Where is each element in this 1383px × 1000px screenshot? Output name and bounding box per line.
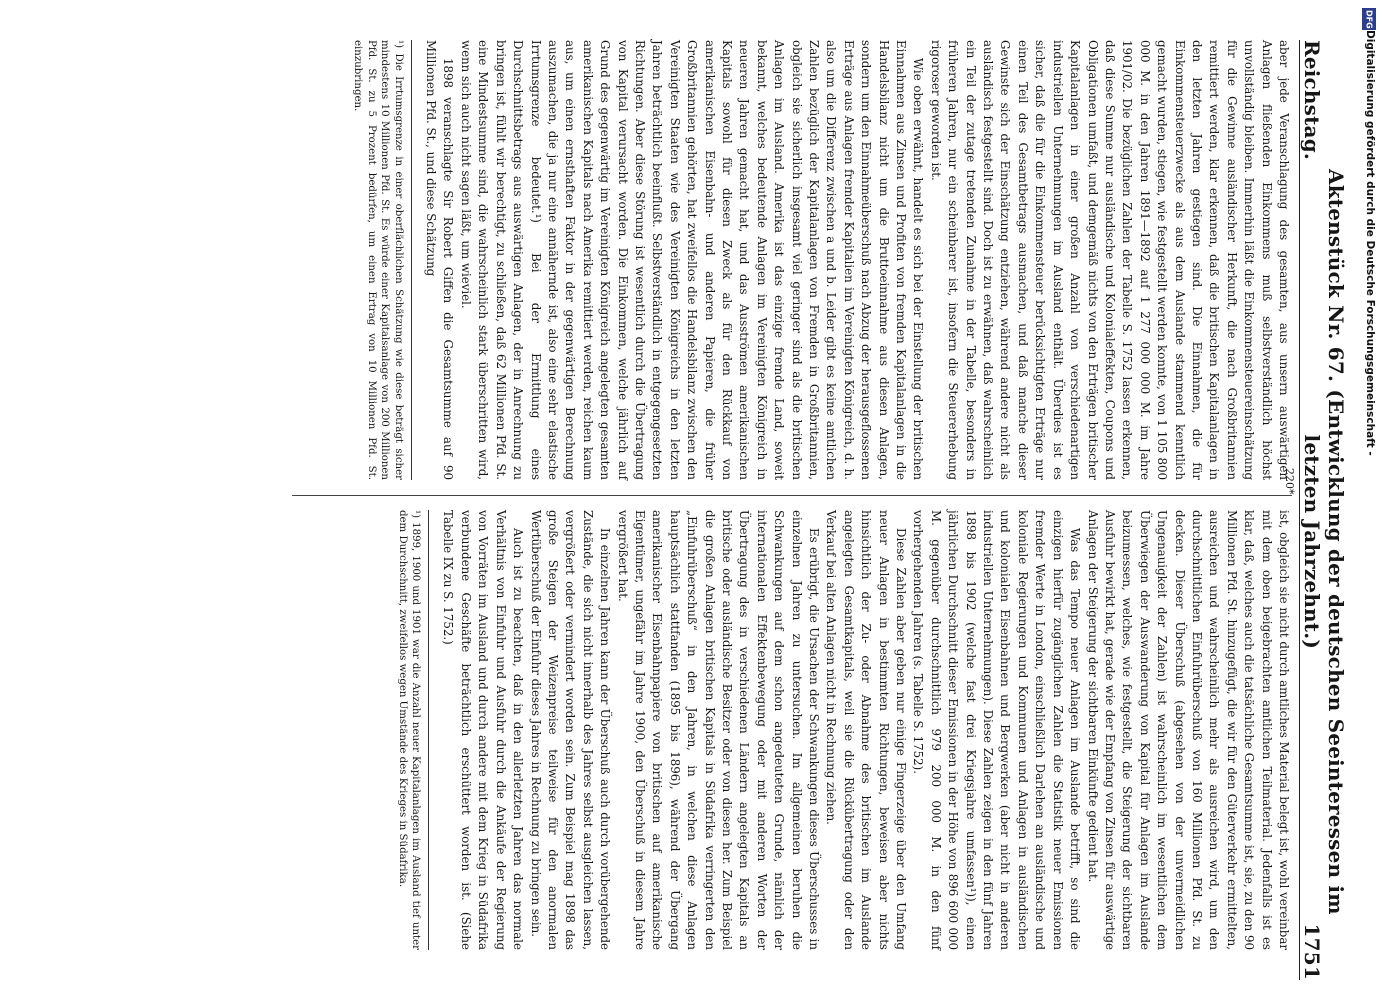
right-footnote: ¹) 1899, 1900 und 1901 war die Anzahl neuer Kapitalanlagen im Ausland tief unter dem Durchschnitt, zweifellos wegen Umstände des Krieges in Südafrika.	[395, 510, 429, 950]
left-column	[351, 40, 1292, 480]
right-paragraph-5: In einzelnen Jahren kann der Überschuß auch durch vorübergehende Zustände, die sich nicht innerhalb des Jahres selbst ausgleichen lassen, vergrößert oder vermindert worden sein. Zum Beispiel mag 1898 das große Steigen der Weizenpreise teilweise für den anormalen Wertüberschuß der Einfuhr dieses Jahres in Rechnung zu bringen sein.	[528, 510, 613, 950]
right-column	[395, 510, 1292, 950]
sheet-page-number: 220*	[1283, 468, 1296, 495]
header-left: Reichstag.	[1300, 40, 1324, 161]
header-title: Aktenstück Nr. 67. (Entwicklung der deutschen Seeinteressen im letzten Jahrzehnt.)	[1300, 168, 1348, 915]
dfg-notice: Digitalisierung gefördert durch die Deutsche Forschungsgemeinschaft -	[1364, 30, 1376, 456]
right-paragraph-6: Auch ist zu beachten, daß in den allerletzten Jahren das normale Verhältnis von Einfuhr und Ausfuhr durch die Ankäufe der Regierung von Vorräten im Ausland und durch andere mit dem Krieg in Südafrika verbundene Geschäfte beträchtlich erschüttert worden ist. (Siehe Tabelle IX zu S. 1752.)	[441, 510, 526, 950]
dfg-logo: DFG	[1362, 8, 1376, 30]
right-paragraph-2: Was das Tempo neuer Anlagen im Auslande betrifft, so sind die einzigen hierfür zugänglichen Zahlen die Statistik neuer Emissionen fremder Werte in London, einschließlich Darlehen an ausländische und koloniale Regierungen und Kommunen und Anlagen in ausländischen und kolonialen Eisenbahnen und Bergwerken (aber nicht in anderen industriellen Unternehmungen). Diese Zahlen zeigen in den fünf Jahren 1898 bis 1902 (welche fast drei Kriegsjahre umfassen¹)), einen jährlichen Durchschnitt dieser Emissionen in der Höhe von 896 600 000 M. gegenüber durchschnittlich 979 200 000 M. in den fünf vorhergehenden Jahren (s. Tabelle S. 1752).	[911, 510, 1083, 950]
running-header	[1299, 40, 1348, 980]
header-page-number: 1751	[1300, 923, 1324, 980]
column-divider	[292, 495, 1292, 496]
right-paragraph-4: Es erübrigt, die Ursachen der Schwankungen dieses Überschusses in einzelnen Jahren zu untersuchen. Im allgemeinen beruhen die Schwankungen auf dem schon angedeuteten Grunde, nämlich der internationalen Effektenbewegung oder mit anderen Worten der Übertragung des in verschiedenen Ländern angelegten Kapitals an britische oder ausländische Besitzer oder von diesen her. Zum Beispiel die großen Anlagen britischen Kapitals in Südafrika verringerten den „Einfuhrüberschuß“ in den Jahren, in welchen diese Anlagen hauptsächlich stattfanden (1895 bis 1896), während der Übergang amerikanischer Eisenbahnpapiere von britischen auf amerikanische Eigentümer, ungefähr im Jahre 1900, den Überschuß in diesem Jahre vergrößert hat.	[615, 510, 822, 950]
right-paragraph-1: ist, obgleich sie nicht durch amtliches Material belegt ist, wohl vereinbar mit dem oben beigebrachten amtlichen Teilmaterial. Jedenfalls ist es klar, daß, welches auch die tatsächliche Gesamtsumme ist, sie, zu den 90 Millionen Pfd. St. hinzugefügt, die wir für den Güterverkehr ermittelten, ausreichen und wahrscheinlich mehr als ausreichen wird, um den durchschnittlichen Einfuhrüberschuß von 160 Millionen Pfd. St. zu decken. Dieser Überschuß (abgesehen von der unvermeidlichen Ungenauigkeit der Zahlen) ist wahrscheinlich im wesentlichen dem Überwiegen der Auswanderung von Kapital für Anlagen im Auslande beizumessen, welches, wie festgestellt, die Steigerung der sichtbaren Ausfuhr bewirkt hat, gerade wie der Empfang von Zinsen für auswärtige Anlagen der Steigerung der sichtbaren Einkünfte gedient hat.	[1085, 510, 1291, 950]
left-paragraph-2: Wie oben erwähnt, handelt es sich bei der Einstellung der britischen Einnahmen aus Zinsen und Profiten von fremden Kapitalanlagen in die Handelsbilanz nicht um die Bruttoeinnahme aus diesen Anlagen, sondern um den Einnahmeüberschuß nach Abzug der herausgeflossenen Erträge aus Anlagen fremder Kapitalien im Vereinigten Königreich, d. h. also um die Differenz zwischen a und b. Leider gibt es keine amtlichen Zahlen bezüglich der Kapitalanlagen von Fremden in Großbritannien, obgleich sie sicherlich insgesamt viel geringer sind als die britischen Anlagen im Ausland. Amerika ist das einzige fremde Land, soweit bekannt, welches bedeutende Anlagen im Vereinigten Königreich in neueren Jahren gemacht hat, und das Ausströmen amerikanischen Kapitals sowohl für diesen Zweck als für den Rückkauf von amerikanischen Eisenbahn- und anderen Papieren, die früher Großbritannien gehörten, hat zweifellos die Handelsbilanz zwischen den Vereinigten Staaten wie des Vereinigten Königreichs in den letzten Jahren beträchtlich beeinflußt. Selbstverständlich in entgegengesetzten Richtungen. Aber diese Störung ist wesentlich durch die Übertragung von Kapital verursacht worden. Die Einkommen, welche jährlich auf Grund des gegenwärtig im Vereinigten Königreich angelegten gesamten amerikanischen Kapitals nach Amerika remittiert werden, reichen kaum aus, um einen ernsthaften Faktor in der gegenwärtigen Berechnung auszumachen, die ja nur eine annähernde ist, also eine sehr elastische Irrtumsgrenze bedeutet.¹) Bei der Ermittlung eines Durchschnittsbetrags aus auswärtigen Anlagen, der in Anrechnung zu bringen ist, fühlt wir berechtigt, zu schließen, daß 62 Millionen Pfd. St. eine Mindestsumme sind, die wahrscheinlich stark überschritten wird, wenn sich auch nicht sagen läßt, um wieviel.	[458, 40, 926, 480]
right-paragraph-3: Diese Zahlen aber geben nur einige Fingerzeige über den Umfang neuer Anlagen in bestimmten Richtungen, beweisen aber nichts hinsichtlich der Zu- oder Abnahme des britischen im Auslande angelegten Gesamtkapitals, weil sie die Rückübertragung oder den Verkauf bei alten Anlagen nicht in Rechnung ziehen.	[824, 510, 909, 950]
left-paragraph-1: aber jede Veranschlagung des gesamten, aus unsern auswärtigen Anlagen fließenden Einkommens muß selbstverständlich höchst unvollständig bleiben. Immerhin läßt die Einkommensteuereinschätzung für die Gewinne ausländischer Herkunft, die nach Großbritannien remittiert werden, klar erkennen, daß die britischen Kapitalanlagen in den letzten Jahren gestiegen sind. Die Einnahmen, die für Einkommensteuerzwecke als aus dem Auslande stammend kenntlich gemacht wurden, stiegen, wie festgestellt werden konnte, von 1 105 800 000 M. in den Jahren 1891—1892 auf 1 277 000 000 M. im Jahre 1901/02. Die bezüglichen Zahlen der Tabelle S. 1752 lassen erkennen, daß diese Summe nur ausländische und Kolonialeffekten, Coupons und Obligationen umfaßt, und demgemäß nichts von den Erträgen britischer Kapitalanlagen in einer großen Anzahl von verschiedenartigen industriellen Unternehmungen im Ausland enthält. Überdies ist es sicher, daß die für die Einkommensteuer berücksichtigten Erträge nur einen Teil des Gesamtbetrags ausmachen, und daß manche dieser Gewinste sich der Einschätzung entziehen, während andere nicht als ausländisch festgestellt sind. Doch ist zu erwähnen, daß wahrscheinlich ein Teil der zutage tretenden Zunahme in der Tabelle, besonders in früheren Jahren, nur ein scheinbarer ist, insofern die Steuererhebung rigoroser geworden ist.	[928, 40, 1291, 480]
left-footnote: ¹) Die Irrtumsgrenze in einer oberflächlichen Schätzung wie diese beträgt sicher mindestens 10 Millionen Pfd. St. Es würde einer Kapitalsanlage von 200 Millionen Pfd. St. zu 5 Prozent bedürfen, um einen Ertrag von 10 Millionen Pfd. St. einzubringen.	[351, 40, 412, 480]
left-paragraph-3: 1898 veranschlagte Sir Robert Giffen die Gesamtsumme auf 90 Millionen Pfd. St., und diese Schätzung	[424, 40, 456, 480]
rotated-document	[50, 40, 1348, 980]
